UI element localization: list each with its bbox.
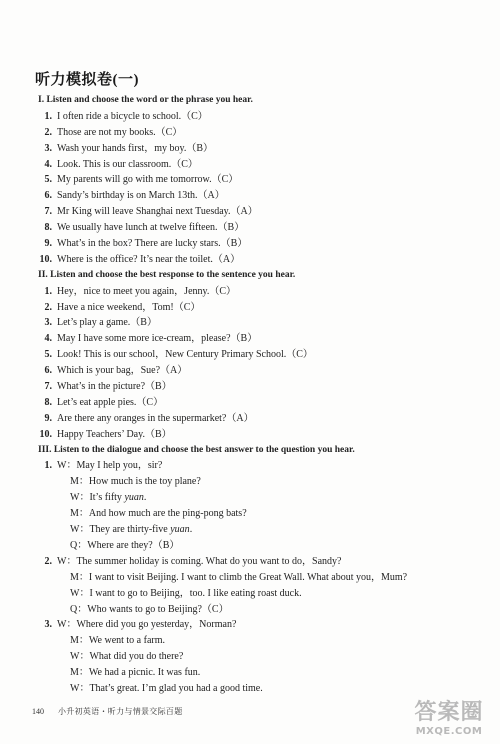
item-text: Which is your bag，Sue?（A） [57,365,188,377]
list-item [0,220,500,236]
watermark-logo-text: 答案圈 [414,700,484,725]
list-item [0,284,500,300]
item-text: Hey，nice to meet you again，Jenny.（C） [57,285,237,297]
dialogue-line [0,586,500,602]
item-text: Let’s play a game.（B） [57,317,157,329]
dialogue-line [0,665,500,681]
dialogue-line [0,681,500,697]
item-number: 2. [44,126,52,138]
item-text: Mr King will leave Shanghai next Tuesday.（A） [57,206,258,218]
item-text: I often ride a bicycle to school.（C） [57,110,208,122]
book-title: 小升初英语・听力与情景交际百题 [58,707,183,716]
dialogue-question [0,602,500,618]
list-item [0,347,500,363]
dialogue-text: W：I want to go to Beijing，too. I like eating roast duck. [70,587,302,599]
item-number: 6. [44,190,52,202]
item-number: 4. [44,333,52,345]
item-text: What’s in the picture?（B） [57,381,172,393]
item-text: What’s in the box? There are lucky stars.（B） [57,238,248,250]
dialogue-text-end: . [143,492,147,504]
list-item [0,300,500,316]
list-item [0,315,500,331]
dialogue-text: W：May I help you，sir? [57,460,163,472]
list-item [0,188,500,204]
list-item [0,379,500,395]
item-number: 8. [44,396,52,408]
item-text: Wash your hands first，my boy.（B） [57,142,214,154]
answer-content [0,93,500,697]
dialogue-text: M：We went to a farm. [70,635,165,647]
watermark-logo [406,700,492,738]
italic-word: yuan [124,492,144,504]
item-number: 7. [44,206,52,218]
list-item [0,141,500,157]
dialogue-line [0,633,500,649]
list-item [0,427,500,443]
dialogue-text: M：We had a picnic. It was fun. [70,667,201,679]
list-item [0,395,500,411]
list-item [0,109,500,125]
dialogue-line [0,554,500,570]
dialogue-line [0,474,500,490]
item-text: Look. This is our classroom.（C） [57,158,198,170]
list-item [0,363,500,379]
dialogue-line [0,649,500,665]
item-number: 3. [44,317,52,329]
list-item [0,236,500,252]
item-text: Look! This is our school，New Century Primary School.（C） [57,349,313,361]
item-number: 3. [44,619,52,631]
dialogue-line [0,490,500,506]
item-number: 8. [44,222,52,234]
item-number: 4. [44,158,52,170]
item-text: May I have some more ice-cream，please?（B） [57,333,258,345]
list-item [0,157,500,173]
list-item [0,204,500,220]
dialogue-text: W：It’s fifty [70,492,125,504]
dialogue-question [0,538,500,554]
item-number: 2. [44,555,52,567]
dialogue-text: W：The summer holiday is coming. What do you want to do，Sandy? [57,555,342,567]
item-number: 1. [44,110,52,122]
dialogue-text: M：How much is the toy plane? [70,476,201,488]
dialogue-line [0,617,500,633]
item-text: Happy Teachers’ Day.（B） [57,428,172,440]
watermark-url: MXQE.COM [415,726,483,737]
item-text: Are there any oranges in the supermarket?（A） [57,412,254,424]
list-item [0,172,500,188]
item-text: We usually have lunch at twelve fifteen.（B） [57,222,245,234]
dialogue-text: W：Where did you go yesterday，Norman? [57,619,237,631]
section-3-heading: III. Listen to the dialogue and choose the best answer to the question you hear. [38,444,355,455]
dialogue-text: Q：Where are they?（B） [70,539,180,551]
dialogue-text: W：That’s great. I’m glad you had a good time. [70,682,263,694]
item-number: 1. [44,460,52,472]
italic-word: yuan [170,524,190,536]
item-text: Sandy’s birthday is on March 13th.（A） [57,190,225,202]
dialogue-text: W：They are thirty-five [70,524,171,536]
item-number: 5. [44,349,52,361]
dialogue-text: M：I want to visit Beijing. I want to climb the Great Wall. What about you，Mum? [70,571,408,583]
item-number: 6. [44,365,52,377]
list-item [0,411,500,427]
item-text: Have a nice weekend，Tom!（C） [57,301,201,313]
list-item [0,252,500,268]
dialogue-text-end: . [189,524,193,536]
dialogue-line [0,458,500,474]
item-text: Let’s eat apple pies.（C） [57,396,164,408]
page-number: 140 [32,707,44,716]
page-footer [32,706,183,717]
item-number: 9. [44,238,52,250]
item-number: 1. [44,285,52,297]
item-number: 3. [44,142,52,154]
dialogue-line [0,522,500,538]
item-number: 9. [44,412,52,424]
section-2-heading: II. Listen and choose the best response to the sentence you hear. [38,269,296,280]
item-number: 2. [44,301,52,313]
item-text: Those are not my books.（C） [57,126,183,138]
dialogue-text: M：And how much are the ping-pong bats? [70,508,247,520]
item-number: 10. [39,253,52,265]
item-text: My parents will go with me tomorrow.（C） [57,174,239,186]
dialogue-line [0,506,500,522]
item-number: 7. [44,381,52,393]
list-item [0,125,500,141]
dialogue-text: W：What did you do there? [70,651,184,663]
section-1-heading: I. Listen and choose the word or the phrase you hear. [38,95,253,105]
page-title: 听力模拟卷(一) [35,72,139,88]
item-text: Where is the office? It’s near the toilet.（A） [57,253,241,265]
dialogue-text: Q：Who wants to go to Beijing?（C） [70,603,229,615]
item-number: 5. [44,174,52,186]
dialogue-line [0,570,500,586]
list-item [0,331,500,347]
item-number: 10. [39,428,52,440]
